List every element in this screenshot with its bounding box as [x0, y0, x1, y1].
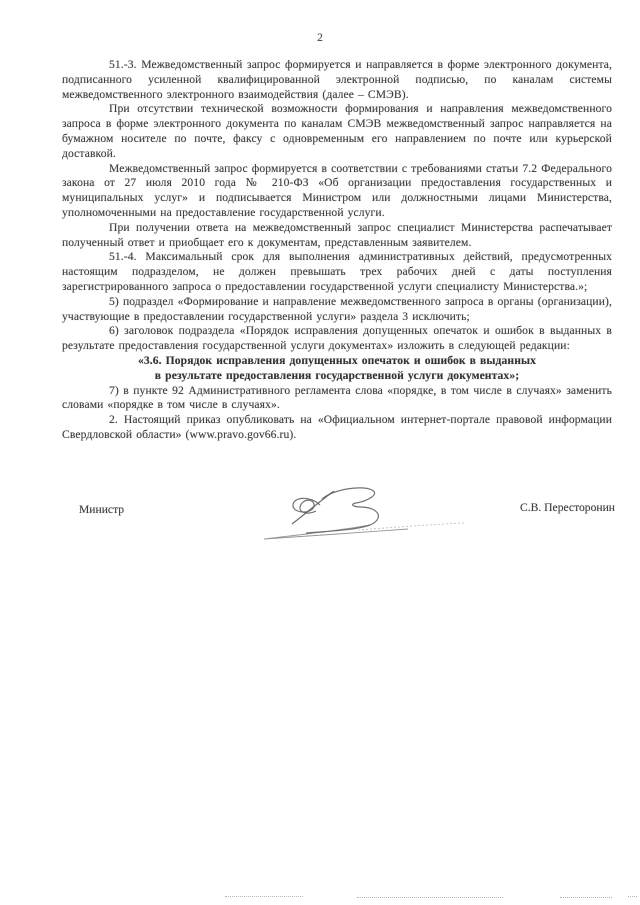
scan-noise-line	[560, 897, 612, 898]
paragraph: При получении ответа на межведомственный запрос специалист Министерства распечатывает полученный ответ и приобщает его к документам, представленным заявителем.	[62, 220, 612, 249]
paragraph: 5) подраздел «Формирование и направление межведомственного запроса в органы (организации), участвующие в предоставлении государственной услуги» раздела 3 исключить;	[62, 294, 612, 323]
section-heading-line: в результате предоставления государственной услуги документах»;	[154, 368, 520, 382]
section-heading	[62, 354, 612, 384]
paragraph: 51.-3. Межведомственный запрос формируется и направляется в форме электронного документа, подписанного усиленной квалифицированной электронной подписью, по каналам системы межведомственного электронного взаимодействия (далее – СМЭВ).	[62, 58, 612, 101]
signature-scribble-icon	[258, 483, 468, 543]
signatory-name: С.В. Пересторонин	[520, 501, 615, 514]
document-body	[62, 58, 612, 443]
scan-noise-line	[357, 897, 503, 898]
paragraph: 51.-4. Максимальный срок для выполнения административных действий, предусмотренных настоящим подразделом, не должен превышать трех рабочих дней с даты поступления зарегистрированного запроса о предоставлении государственной услуги специалисту Министерства.»;	[62, 250, 612, 293]
paragraph: Межведомственный запрос формируется в соответствии с требованиями статьи 7.2 Федерального закона от 27 июля 2010 года № 210-ФЗ «Об организации предоставления государственных и муниципальных услуг» и подписывается Министром или должностными лицами Министерства, уполномоченными на предоставление государственной услуги.	[62, 161, 612, 219]
signatory-title: Министр	[79, 503, 125, 516]
scan-noise-line	[628, 896, 637, 897]
section-heading-line: «3.6. Порядок исправления допущенных опечаток и ошибок в выданных	[137, 353, 537, 367]
page-number: 2	[317, 32, 323, 44]
paragraph: 6) заголовок подраздела «Порядок исправления допущенных опечаток и ошибок в выданных в результате предоставления государственной услуги документах» изложить в следующей редакции:	[62, 324, 612, 353]
paragraph: 7) в пункте 92 Административного регламента слова «порядке, в том числе в случаях» заменить словами «порядке в том числе в случаях».	[62, 383, 612, 412]
paragraph: При отсутствии технической возможности формирования и направления межведомственного запроса в форме электронного документа по каналам СМЭВ межведомственный запрос направляется на бумажном носителе по почте, факсу с одновременным его направлением по почте или курьерской доставкой.	[62, 102, 612, 160]
scan-noise-line	[225, 896, 303, 897]
paragraph: 2. Настоящий приказ опубликовать на «Официальном интернет-портале правовой информации Свердловской области» (www.pravo.gov66.ru).	[62, 413, 612, 441]
